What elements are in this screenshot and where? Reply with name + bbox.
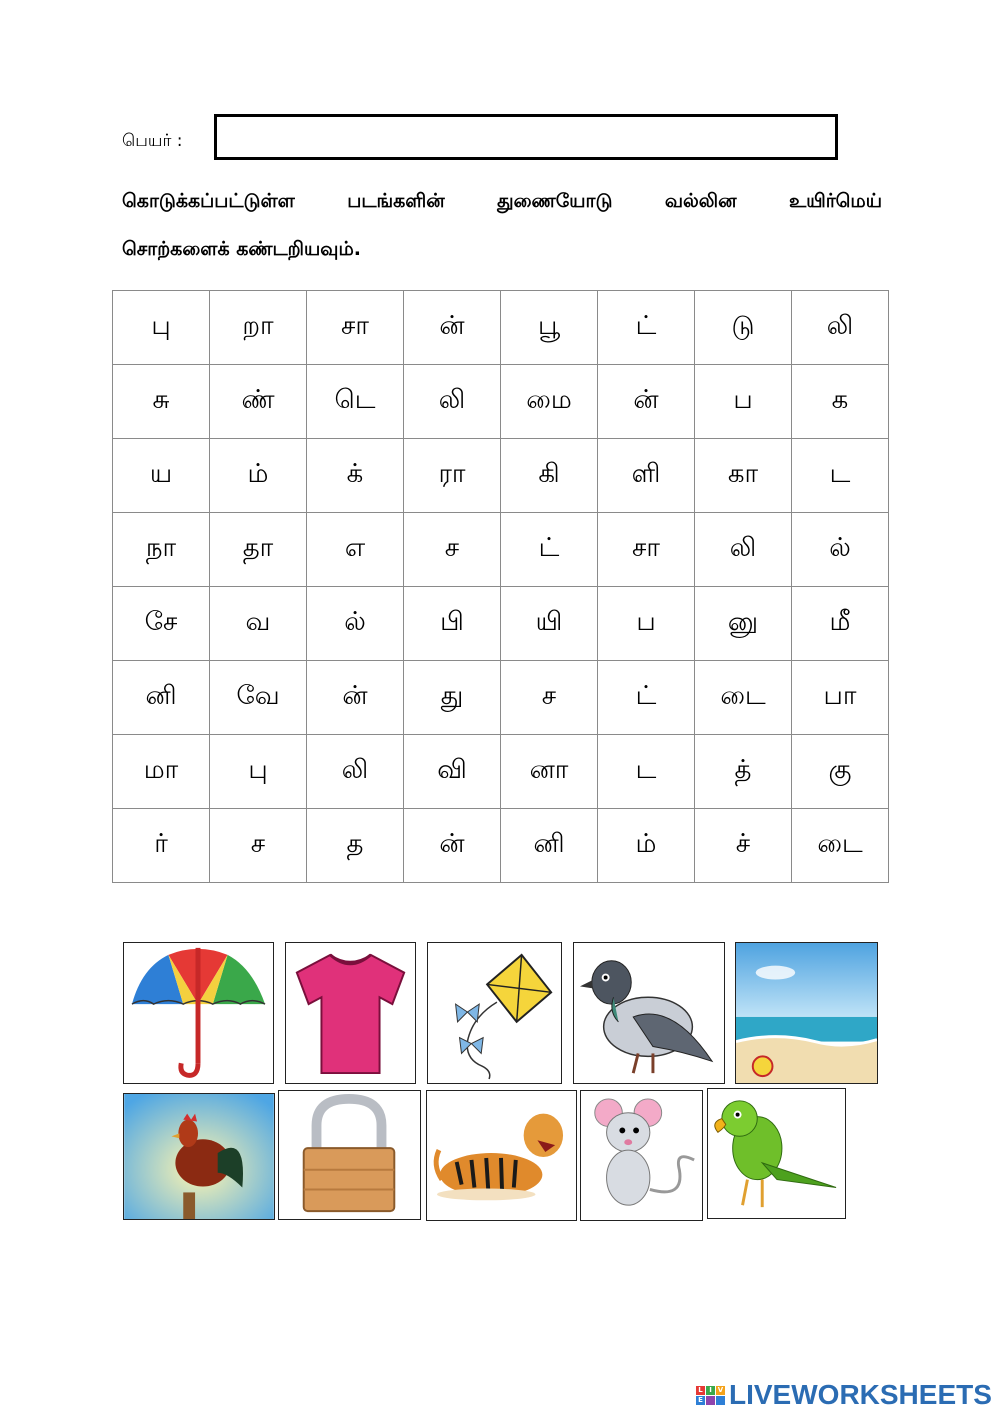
grid-cell[interactable]: சா: [307, 291, 404, 365]
grid-cell[interactable]: ரா: [404, 439, 501, 513]
grid-cell[interactable]: லி: [404, 365, 501, 439]
liveworksheets-logo: [696, 1378, 992, 1412]
grid-cell[interactable]: து: [404, 661, 501, 735]
grid-cell[interactable]: பூ: [501, 291, 598, 365]
tiger-icon: [426, 1090, 577, 1221]
brand-text: LIVEWORKSHEETS: [729, 1379, 992, 1410]
shirt-icon: [285, 942, 416, 1084]
grid-cell[interactable]: ட: [792, 439, 889, 513]
grid-cell[interactable]: கா: [695, 439, 792, 513]
grid-cell[interactable]: டெ: [307, 365, 404, 439]
grid-cell[interactable]: ன்: [307, 661, 404, 735]
letter-grid: [112, 290, 889, 883]
grid-cell[interactable]: நா: [113, 513, 210, 587]
grid-cell[interactable]: ன்: [598, 365, 695, 439]
grid-cell[interactable]: ம்: [598, 809, 695, 883]
grid-cell[interactable]: ச: [210, 809, 307, 883]
rooster-icon: [123, 1093, 275, 1220]
grid-cell[interactable]: க: [792, 365, 889, 439]
name-label: பெயர் :: [122, 131, 183, 151]
grid-cell[interactable]: த்: [695, 735, 792, 809]
grid-row: [113, 291, 889, 365]
grid-cell[interactable]: ப: [695, 365, 792, 439]
umbrella-icon: [123, 942, 274, 1084]
grid-cell[interactable]: லி: [307, 735, 404, 809]
grid-cell[interactable]: ட்: [598, 661, 695, 735]
grid-cell[interactable]: னா: [501, 735, 598, 809]
grid-cell[interactable]: லி: [792, 291, 889, 365]
grid-cell[interactable]: னு: [695, 587, 792, 661]
instruction-line-2: சொற்களைக் கண்டறியவும்.: [122, 238, 361, 260]
grid-cell[interactable]: டை: [792, 809, 889, 883]
brand-cube-icon: L I V E: [696, 1386, 725, 1405]
grid-cell[interactable]: லி: [695, 513, 792, 587]
grid-row: [113, 513, 889, 587]
grid-cell[interactable]: எ: [307, 513, 404, 587]
grid-cell[interactable]: மா: [113, 735, 210, 809]
grid-row: [113, 735, 889, 809]
grid-cell[interactable]: னி: [501, 809, 598, 883]
grid-cell[interactable]: சே: [113, 587, 210, 661]
grid-cell[interactable]: பு: [113, 291, 210, 365]
grid-cell[interactable]: டை: [695, 661, 792, 735]
beach-icon: [735, 942, 878, 1084]
grid-cell[interactable]: ட: [598, 735, 695, 809]
grid-cell[interactable]: கு: [792, 735, 889, 809]
instruction-line-1: கொடுக்கப்பட்டுள்ள படங்களின் துணையோடு வல்லின உயிர்மெய்: [122, 190, 882, 212]
grid-cell[interactable]: ர்: [113, 809, 210, 883]
grid-cell[interactable]: வ: [210, 587, 307, 661]
grid-cell[interactable]: னி: [113, 661, 210, 735]
grid-cell[interactable]: த: [307, 809, 404, 883]
name-field[interactable]: [214, 114, 838, 160]
grid-cell[interactable]: மீ: [792, 587, 889, 661]
grid-cell[interactable]: ட்: [598, 291, 695, 365]
grid-row: [113, 365, 889, 439]
grid-cell[interactable]: சா: [598, 513, 695, 587]
grid-row: [113, 809, 889, 883]
grid-cell[interactable]: பி: [404, 587, 501, 661]
grid-cell[interactable]: ன்: [404, 809, 501, 883]
grid-cell[interactable]: பு: [210, 735, 307, 809]
grid-cell[interactable]: ளி: [598, 439, 695, 513]
grid-cell[interactable]: வே: [210, 661, 307, 735]
grid-cell[interactable]: ச: [404, 513, 501, 587]
grid-cell[interactable]: ட்: [501, 513, 598, 587]
grid-cell[interactable]: ன்: [404, 291, 501, 365]
grid-cell[interactable]: ண்: [210, 365, 307, 439]
grid-cell[interactable]: யி: [501, 587, 598, 661]
kite-icon: [427, 942, 562, 1084]
grid-cell[interactable]: ம்: [210, 439, 307, 513]
grid-row: [113, 661, 889, 735]
grid-cell[interactable]: ல்: [792, 513, 889, 587]
grid-cell[interactable]: சு: [113, 365, 210, 439]
grid-cell[interactable]: ச: [501, 661, 598, 735]
grid-cell[interactable]: மை: [501, 365, 598, 439]
grid-cell[interactable]: பா: [792, 661, 889, 735]
grid-cell[interactable]: வி: [404, 735, 501, 809]
grid-cell[interactable]: டு: [695, 291, 792, 365]
grid-cell[interactable]: ச்: [695, 809, 792, 883]
grid-row: [113, 587, 889, 661]
mouse-icon: [580, 1090, 703, 1221]
grid-cell[interactable]: ல்: [307, 587, 404, 661]
grid-cell[interactable]: கி: [501, 439, 598, 513]
grid-cell[interactable]: ய: [113, 439, 210, 513]
padlock-icon: [278, 1090, 421, 1220]
pigeon-icon: [573, 942, 725, 1084]
grid-row: [113, 439, 889, 513]
grid-cell[interactable]: றா: [210, 291, 307, 365]
grid-cell[interactable]: க்: [307, 439, 404, 513]
parrot-icon: [707, 1088, 846, 1219]
grid-cell[interactable]: தா: [210, 513, 307, 587]
grid-cell[interactable]: ப: [598, 587, 695, 661]
